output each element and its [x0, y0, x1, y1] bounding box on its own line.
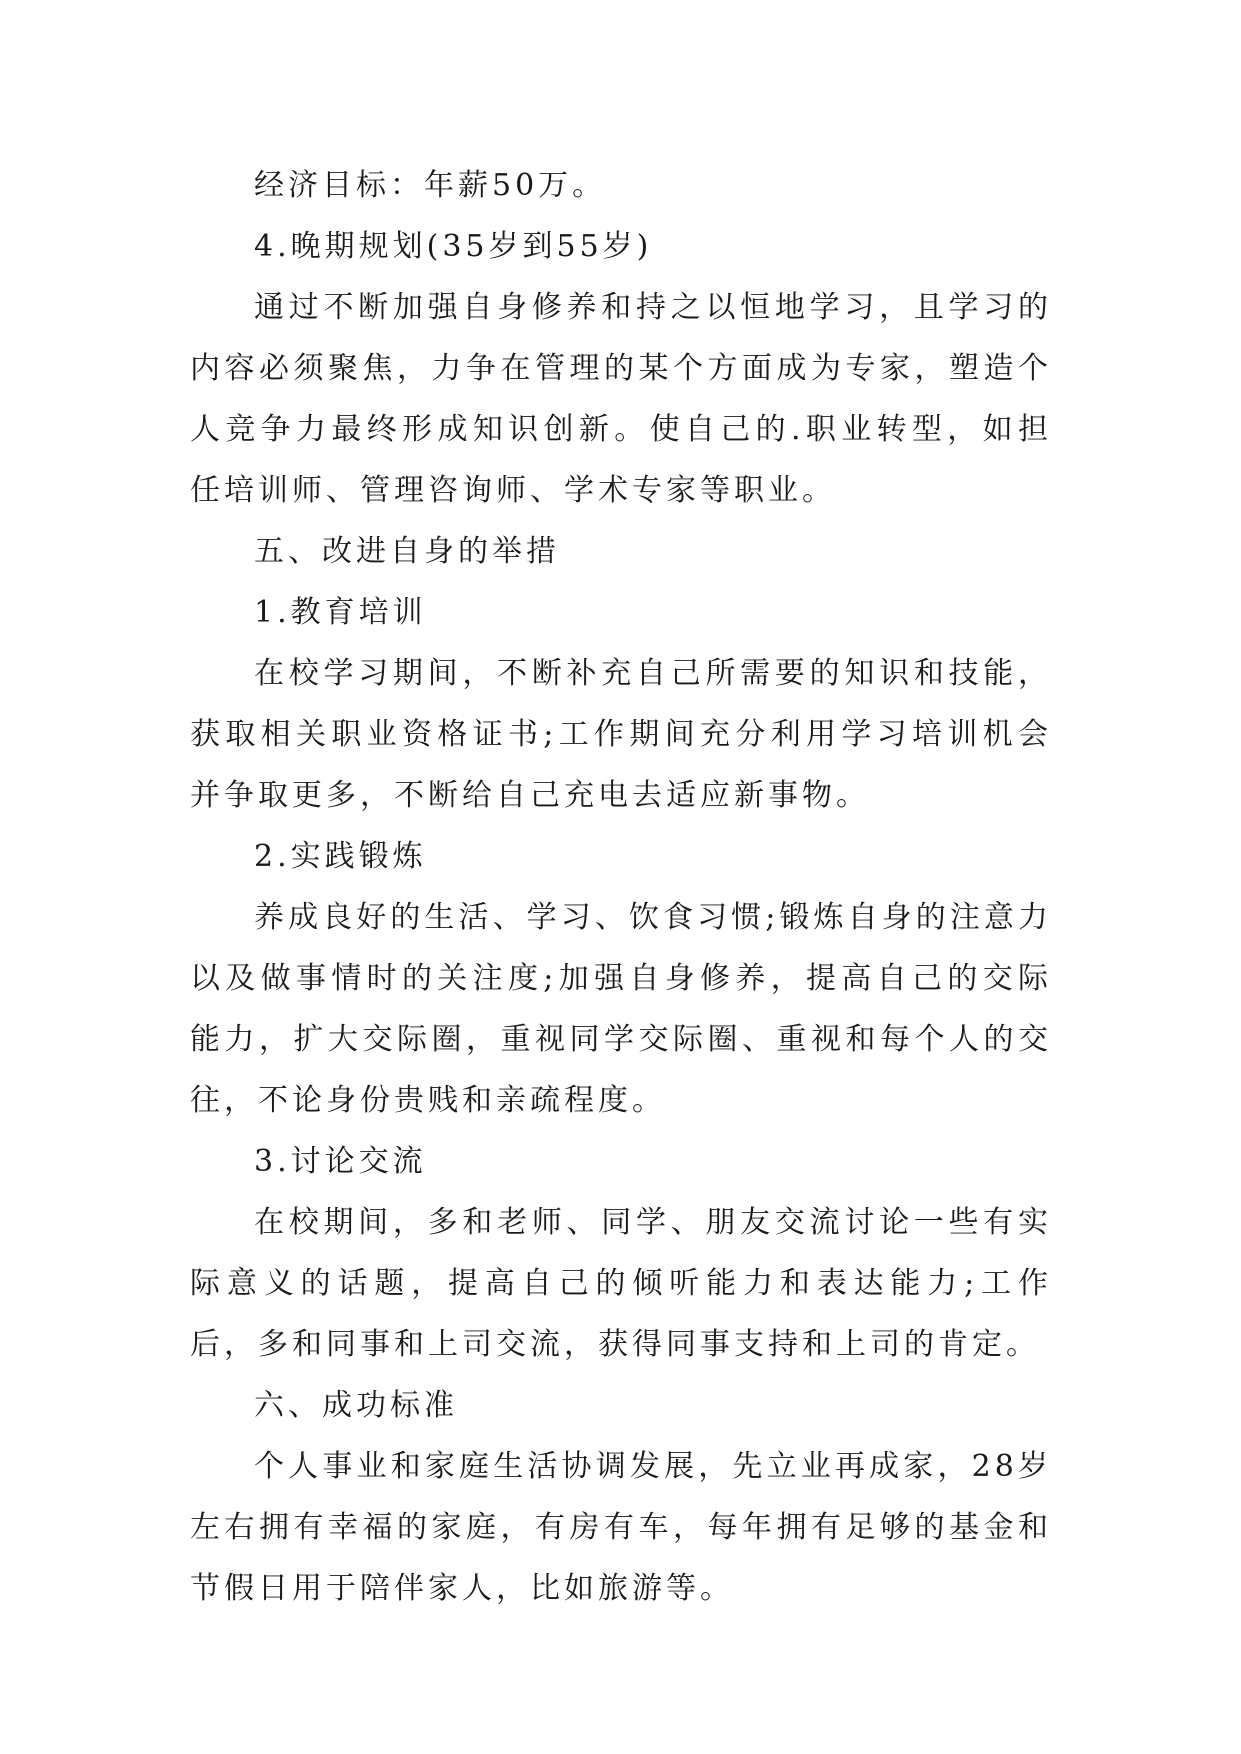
economic-goal-paragraph: 经济目标：年薪50万。 [254, 168, 607, 203]
section-five-heading: 五、改进自身的举措 [254, 534, 560, 569]
discussion-heading: 3.讨论交流 [254, 1144, 427, 1179]
practice-paragraph: 养成良好的生活、学习、饮食习惯;锻炼自身的注意力以及做事情时的关注度;加强自身修养，提高自己的交际能力，扩大交际圈，重视同学交际圈、重视和每个人的交往，不论身份贵贱和亲疏程度。 [190, 900, 1052, 1118]
discussion-paragraph: 在校期间，多和老师、同学、朋友交流讨论一些有实际意义的话题，提高自己的倾听能力和表达能力;工作后，多和同事和上司交流，获得同事支持和上司的肯定。 [190, 1205, 1052, 1362]
education-training-heading: 1.教育培训 [254, 595, 427, 630]
section-six-heading: 六、成功标准 [254, 1388, 458, 1423]
late-stage-plan-heading: 4.晚期规划(35岁到55岁) [254, 229, 653, 264]
success-standard-paragraph: 个人事业和家庭生活协调发展，先立业再成家，28岁左右拥有幸福的家庭，有房有车，每年拥有足够的基金和节假日用于陪伴家人，比如旅游等。 [190, 1449, 1052, 1606]
practice-heading: 2.实践锻炼 [254, 839, 427, 874]
late-stage-plan-paragraph: 通过不断加强自身修养和持之以恒地学习，且学习的内容必须聚焦，力争在管理的某个方面成为专家，塑造个人竞争力最终形成知识创新。使自己的.职业转型，如担任培训师、管理咨询师、学术专家等职业。 [190, 290, 1052, 508]
education-training-paragraph: 在校学习期间，不断补充自己所需要的知识和技能，获取相关职业资格证书;工作期间充分利用学习培训机会并争取更多，不断给自己充电去适应新事物。 [190, 656, 1052, 813]
